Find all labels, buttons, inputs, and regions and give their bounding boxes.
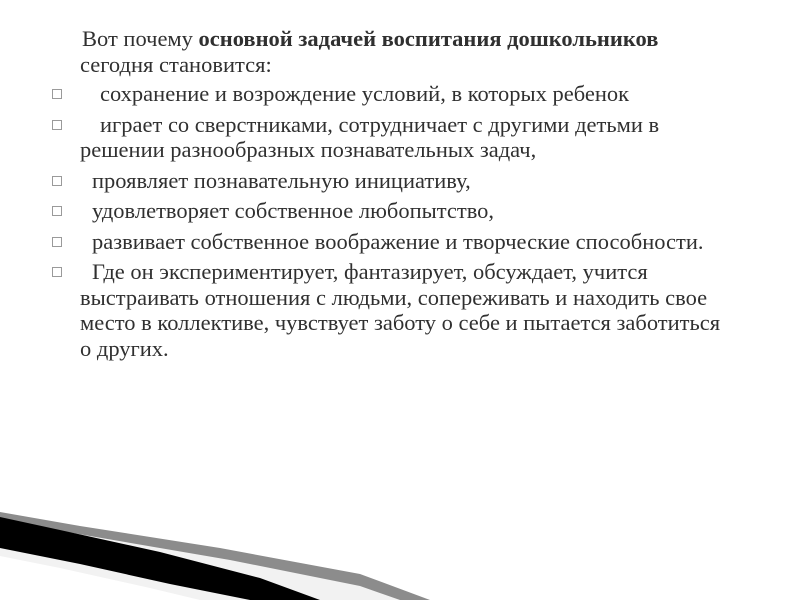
swoosh-white-tail bbox=[0, 556, 200, 600]
list-item-text: Где он экспериментирует, фантазирует, обсуждает, учится выстраивать отношения с людьми, сопереживать и находить свое место в коллективе, чувствует заботу о себе и пытается заботиться о других. bbox=[80, 259, 721, 361]
list-item bbox=[80, 229, 730, 255]
list-item-text: сохранение и возрождение условий, в которых ребенок bbox=[100, 81, 630, 106]
list-item bbox=[80, 259, 730, 361]
swoosh-white-band bbox=[0, 520, 400, 600]
list-item bbox=[80, 81, 730, 107]
checkbox-bullet-icon bbox=[52, 237, 62, 247]
swoosh-black-band bbox=[0, 517, 320, 600]
intro-prefix: Вот почему bbox=[82, 26, 199, 51]
list-item-text: играет со сверстниками, сотрудничает с другими детьми в решении разнообразных познавательных задач, bbox=[80, 111, 660, 162]
bullet-list bbox=[80, 81, 730, 361]
swoosh-gray-band bbox=[0, 512, 430, 600]
list-item-text: удовлетворяет собственное любопытство, bbox=[92, 198, 495, 223]
intro-bold: основной задачей воспитания дошкольников bbox=[198, 26, 659, 51]
checkbox-bullet-icon bbox=[52, 206, 62, 216]
list-item bbox=[80, 198, 730, 224]
checkbox-bullet-icon bbox=[52, 89, 62, 99]
checkbox-bullet-icon bbox=[52, 267, 62, 277]
list-item bbox=[80, 112, 730, 163]
list-item-text: развивает собственное воображение и творческие способности. bbox=[92, 228, 704, 254]
slide-body bbox=[80, 26, 730, 366]
checkbox-bullet-icon bbox=[52, 120, 62, 130]
intro-paragraph bbox=[80, 26, 730, 77]
list-item-text: проявляет познавательную инициативу, bbox=[92, 167, 471, 193]
intro-suffix: сегодня становится: bbox=[80, 51, 272, 77]
list-item bbox=[80, 168, 730, 194]
checkbox-bullet-icon bbox=[52, 176, 62, 186]
